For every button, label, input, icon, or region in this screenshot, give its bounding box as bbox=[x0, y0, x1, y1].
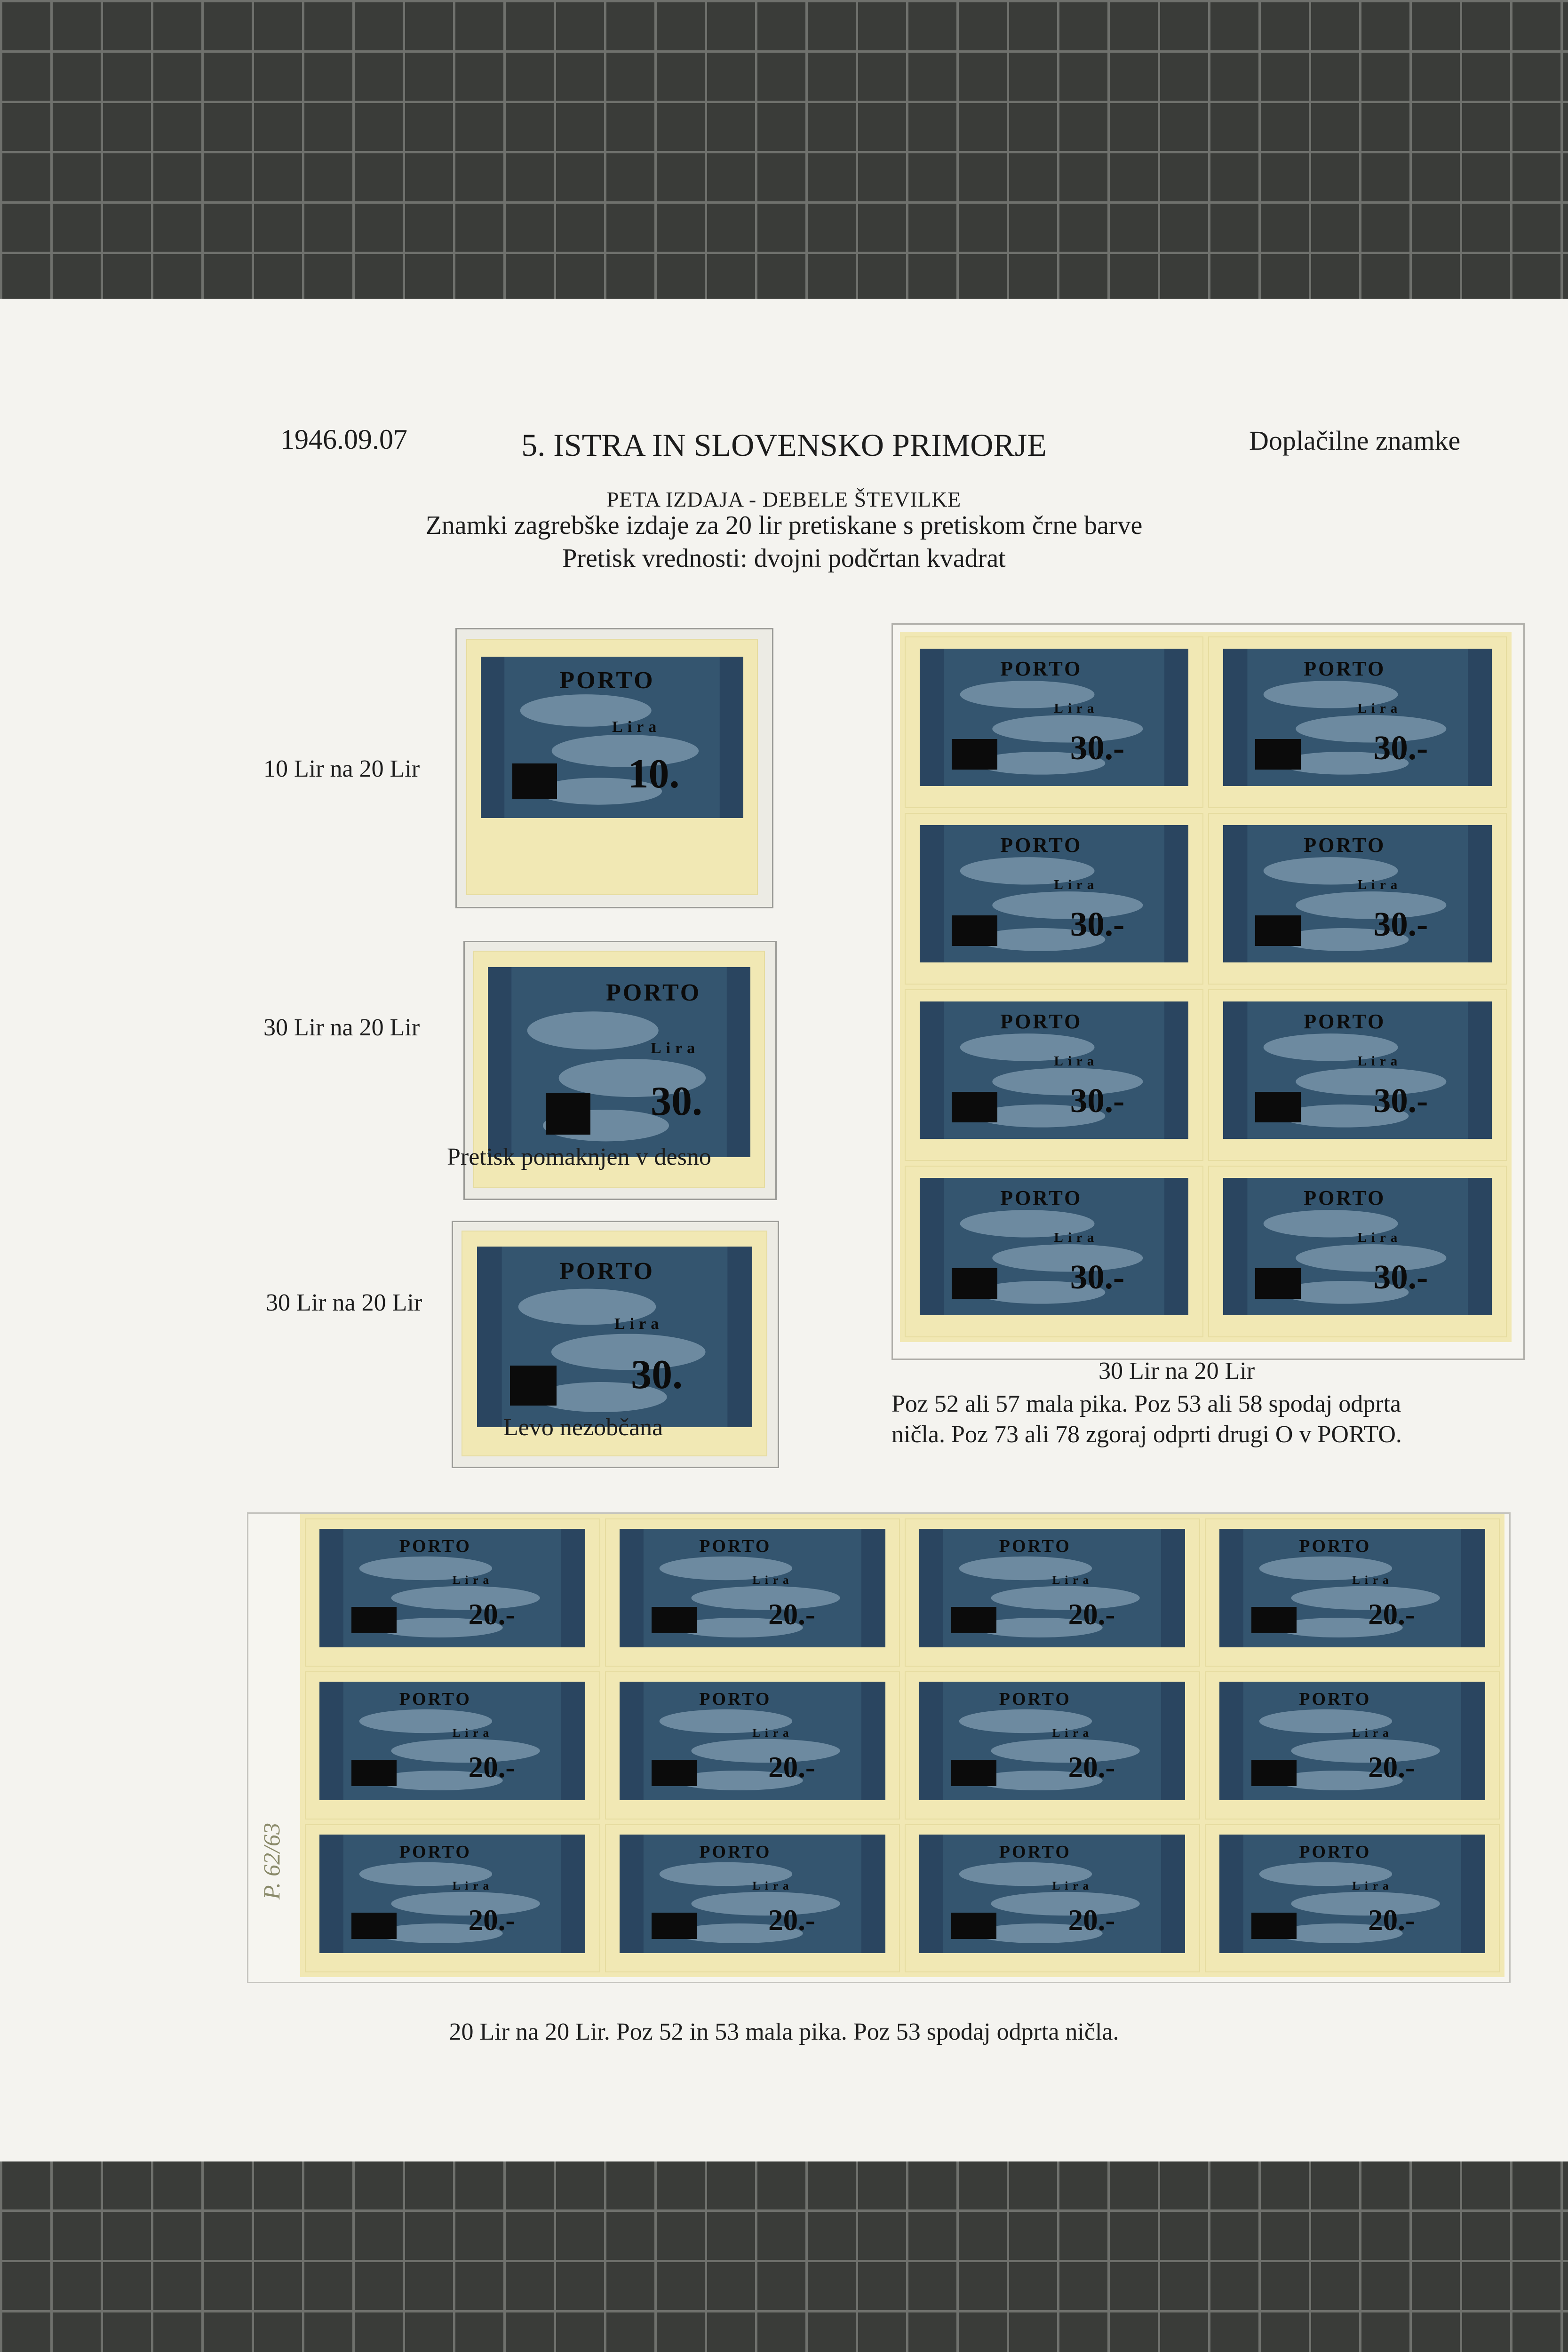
overprint-lira: Lira bbox=[452, 1726, 493, 1740]
subtitle-overprint: Pretisk vrednosti: dvojni podčrtan kvadrat bbox=[562, 544, 1006, 573]
album-grid-top bbox=[0, 0, 1568, 301]
overprint-bar bbox=[952, 1092, 997, 1122]
single-label-1: 10 Lir na 20 Lir bbox=[263, 755, 420, 782]
overprint-value: 20.- bbox=[468, 1751, 516, 1784]
overprint-bar bbox=[652, 1760, 697, 1786]
overprint-bar bbox=[1255, 915, 1301, 946]
block-30-caption-title: 30 Lir na 20 Lir bbox=[1098, 1358, 1255, 1384]
overprint-value: 20.- bbox=[1368, 1598, 1415, 1631]
overprint-bar bbox=[1251, 1607, 1297, 1633]
stamp-design bbox=[1219, 1529, 1485, 1647]
stamp-design bbox=[488, 967, 750, 1157]
block-30-caption-line-1: Poz 52 ali 57 mala pika. Poz 53 ali 58 spodaj odprta bbox=[891, 1391, 1401, 1417]
stamp bbox=[605, 1671, 900, 1820]
margin-note: P. 62/63 bbox=[258, 1823, 285, 1899]
stamp bbox=[305, 1518, 600, 1667]
album-page bbox=[0, 299, 1568, 2161]
overprint-porto: PORTO bbox=[1000, 1010, 1082, 1033]
overprint-value: 30. bbox=[631, 1352, 683, 1398]
block-30-caption-line-2: ničla. Poz 73 ali 78 zgoraj odprti drugi O v PORTO. bbox=[891, 1421, 1402, 1448]
overprint-bar bbox=[952, 739, 997, 769]
overprint-value: 30.- bbox=[1070, 1257, 1125, 1296]
overprint-value: 30.- bbox=[1373, 1257, 1428, 1296]
stamp bbox=[305, 1671, 600, 1820]
page-title: 5. ISTRA IN SLOVENSKO PRIMORJE bbox=[521, 427, 1047, 463]
stamp-design bbox=[1223, 649, 1492, 786]
overprint-porto: PORTO bbox=[399, 1536, 471, 1557]
overprint-lira: Lira bbox=[650, 1039, 700, 1057]
overprint-value: 30. bbox=[650, 1078, 702, 1124]
stamp bbox=[1208, 1166, 1507, 1337]
stamp bbox=[1205, 1824, 1500, 1972]
overprint-porto: PORTO bbox=[1304, 1010, 1386, 1033]
stamp bbox=[605, 1518, 900, 1667]
overprint-bar bbox=[510, 1366, 557, 1405]
stamp-design bbox=[477, 1247, 752, 1427]
overprint-lira: Lira bbox=[452, 1879, 493, 1892]
stamp-design bbox=[319, 1835, 585, 1953]
stamp-design bbox=[481, 657, 743, 818]
single-mount-1 bbox=[455, 628, 773, 908]
overprint-porto: PORTO bbox=[399, 1842, 471, 1862]
overprint-porto: PORTO bbox=[699, 1689, 772, 1709]
stamp bbox=[905, 989, 1203, 1161]
stamp-design bbox=[1219, 1682, 1485, 1800]
overprint-value: 30.- bbox=[1070, 728, 1125, 767]
overprint-porto: PORTO bbox=[1000, 834, 1082, 857]
overprint-value: 20.- bbox=[768, 1598, 815, 1631]
overprint-value: 20.- bbox=[468, 1598, 516, 1631]
overprint-bar bbox=[546, 1093, 590, 1135]
page-date: 1946.09.07 bbox=[280, 424, 407, 455]
overprint-porto: PORTO bbox=[999, 1689, 1071, 1709]
overprint-porto: PORTO bbox=[999, 1536, 1071, 1557]
stamp-design bbox=[1223, 825, 1492, 962]
stamp-design bbox=[1223, 1178, 1492, 1315]
overprint-lira: Lira bbox=[752, 1879, 794, 1892]
overprint-bar bbox=[951, 1760, 996, 1786]
stamp-design bbox=[1223, 1001, 1492, 1139]
stamp bbox=[905, 1824, 1200, 1972]
page-category: Doplačilne znamke bbox=[1249, 425, 1461, 456]
overprint-bar bbox=[1255, 1092, 1301, 1122]
overprint-porto: PORTO bbox=[559, 667, 655, 694]
stamp-design bbox=[920, 825, 1189, 962]
block-20-caption: 20 Lir na 20 Lir. Poz 52 in 53 mala pika. Poz 53 spodaj odprta ničla. bbox=[449, 2018, 1119, 2045]
overprint-bar bbox=[652, 1913, 697, 1939]
overprint-bar bbox=[351, 1760, 397, 1786]
overprint-lira: Lira bbox=[1054, 700, 1099, 716]
overprint-lira: Lira bbox=[1357, 1053, 1402, 1069]
overprint-bar bbox=[951, 1607, 996, 1633]
block-30-frame bbox=[891, 623, 1525, 1360]
overprint-value: 20.- bbox=[768, 1751, 815, 1784]
overprint-value: 20.- bbox=[1068, 1904, 1115, 1937]
overprint-value: 20.- bbox=[1368, 1904, 1415, 1937]
overprint-lira: Lira bbox=[1352, 1726, 1393, 1740]
stamp bbox=[1205, 1518, 1500, 1667]
overprint-value: 20.- bbox=[1068, 1598, 1115, 1631]
overprint-value: 30.- bbox=[1373, 1081, 1428, 1120]
overprint-porto: PORTO bbox=[1304, 657, 1386, 681]
stamp-design bbox=[319, 1529, 585, 1647]
overprint-lira: Lira bbox=[614, 1315, 664, 1333]
overprint-lira: Lira bbox=[1352, 1879, 1393, 1892]
overprint-lira: Lira bbox=[752, 1573, 794, 1587]
stamp bbox=[1208, 989, 1507, 1161]
stamp bbox=[466, 639, 758, 895]
stamp bbox=[905, 1166, 1203, 1337]
overprint-porto: PORTO bbox=[699, 1842, 772, 1862]
overprint-lira: Lira bbox=[1357, 700, 1402, 716]
overprint-porto: PORTO bbox=[1299, 1689, 1371, 1709]
overprint-porto: PORTO bbox=[399, 1689, 471, 1709]
overprint-lira: Lira bbox=[1357, 1230, 1402, 1245]
stamp-design bbox=[920, 1178, 1189, 1315]
overprint-lira: Lira bbox=[1052, 1726, 1093, 1740]
overprint-porto: PORTO bbox=[1000, 657, 1082, 681]
overprint-value: 20.- bbox=[1368, 1751, 1415, 1784]
overprint-bar bbox=[512, 763, 557, 799]
overprint-porto: PORTO bbox=[1304, 1186, 1386, 1210]
overprint-bar bbox=[1255, 1268, 1301, 1298]
overprint-value: 30.- bbox=[1070, 905, 1125, 943]
stamp bbox=[605, 1824, 900, 1972]
overprint-lira: Lira bbox=[612, 718, 661, 736]
single-caption-2: Pretisk pomaknjen v desno bbox=[447, 1144, 711, 1170]
overprint-lira: Lira bbox=[1352, 1573, 1393, 1587]
overprint-lira: Lira bbox=[1357, 877, 1402, 892]
stamp-design bbox=[919, 1529, 1185, 1647]
overprint-bar bbox=[951, 1913, 996, 1939]
stamp-design bbox=[319, 1682, 585, 1800]
stamp-design bbox=[919, 1835, 1185, 1953]
block-20-frame bbox=[247, 1512, 1511, 1983]
subtitle-issue: PETA IZDAJA - DEBELE ŠTEVILKE bbox=[606, 487, 962, 511]
overprint-lira: Lira bbox=[1052, 1573, 1093, 1587]
overprint-value: 30.- bbox=[1070, 1081, 1125, 1120]
stamp bbox=[1205, 1671, 1500, 1820]
overprint-bar bbox=[1251, 1913, 1297, 1939]
stamp-design bbox=[920, 1001, 1189, 1139]
overprint-lira: Lira bbox=[1054, 877, 1099, 892]
overprint-value: 10. bbox=[628, 751, 680, 797]
stamp bbox=[1208, 636, 1507, 808]
stamp bbox=[905, 1671, 1200, 1820]
overprint-bar bbox=[952, 915, 997, 946]
stamp bbox=[905, 636, 1203, 808]
subtitle-description: Znamki zagrebške izdaje za 20 lir pretiskane s pretiskom črne barve bbox=[425, 511, 1143, 540]
single-caption-3: Levo nezobčana bbox=[503, 1414, 663, 1441]
overprint-value: 30.- bbox=[1373, 905, 1428, 943]
overprint-value: 30.- bbox=[1373, 728, 1428, 767]
overprint-porto: PORTO bbox=[999, 1842, 1071, 1862]
single-label-3: 30 Lir na 20 Lir bbox=[266, 1289, 422, 1316]
stamp-design bbox=[620, 1529, 885, 1647]
overprint-porto: PORTO bbox=[1299, 1536, 1371, 1557]
overprint-value: 20.- bbox=[468, 1904, 516, 1937]
stamp-design bbox=[620, 1682, 885, 1800]
overprint-lira: Lira bbox=[752, 1726, 794, 1740]
album-grid-bottom bbox=[0, 2159, 1568, 2352]
overprint-porto: PORTO bbox=[559, 1257, 655, 1285]
overprint-lira: Lira bbox=[1054, 1230, 1099, 1245]
overprint-lira: Lira bbox=[452, 1573, 493, 1587]
overprint-bar bbox=[351, 1913, 397, 1939]
overprint-lira: Lira bbox=[1054, 1053, 1099, 1069]
overprint-bar bbox=[1251, 1760, 1297, 1786]
overprint-porto: PORTO bbox=[699, 1536, 772, 1557]
stamp-design bbox=[1219, 1835, 1485, 1953]
overprint-value: 20.- bbox=[768, 1904, 815, 1937]
overprint-porto: PORTO bbox=[1304, 834, 1386, 857]
overprint-porto: PORTO bbox=[606, 979, 701, 1006]
overprint-value: 20.- bbox=[1068, 1751, 1115, 1784]
block-30-sheet bbox=[900, 632, 1512, 1342]
stamp bbox=[905, 1518, 1200, 1667]
block-20-sheet bbox=[300, 1514, 1504, 1977]
stamp-design bbox=[919, 1682, 1185, 1800]
overprint-lira: Lira bbox=[1052, 1879, 1093, 1892]
overprint-porto: PORTO bbox=[1000, 1186, 1082, 1210]
stamp-design bbox=[620, 1835, 885, 1953]
overprint-bar bbox=[1255, 739, 1301, 769]
overprint-bar bbox=[952, 1268, 997, 1298]
overprint-porto: PORTO bbox=[1299, 1842, 1371, 1862]
stamp-design bbox=[920, 649, 1189, 786]
stamp bbox=[305, 1824, 600, 1972]
overprint-bar bbox=[351, 1607, 397, 1633]
overprint-bar bbox=[652, 1607, 697, 1633]
stamp bbox=[1208, 813, 1507, 985]
stamp bbox=[905, 813, 1203, 985]
single-label-2: 30 Lir na 20 Lir bbox=[263, 1014, 420, 1041]
